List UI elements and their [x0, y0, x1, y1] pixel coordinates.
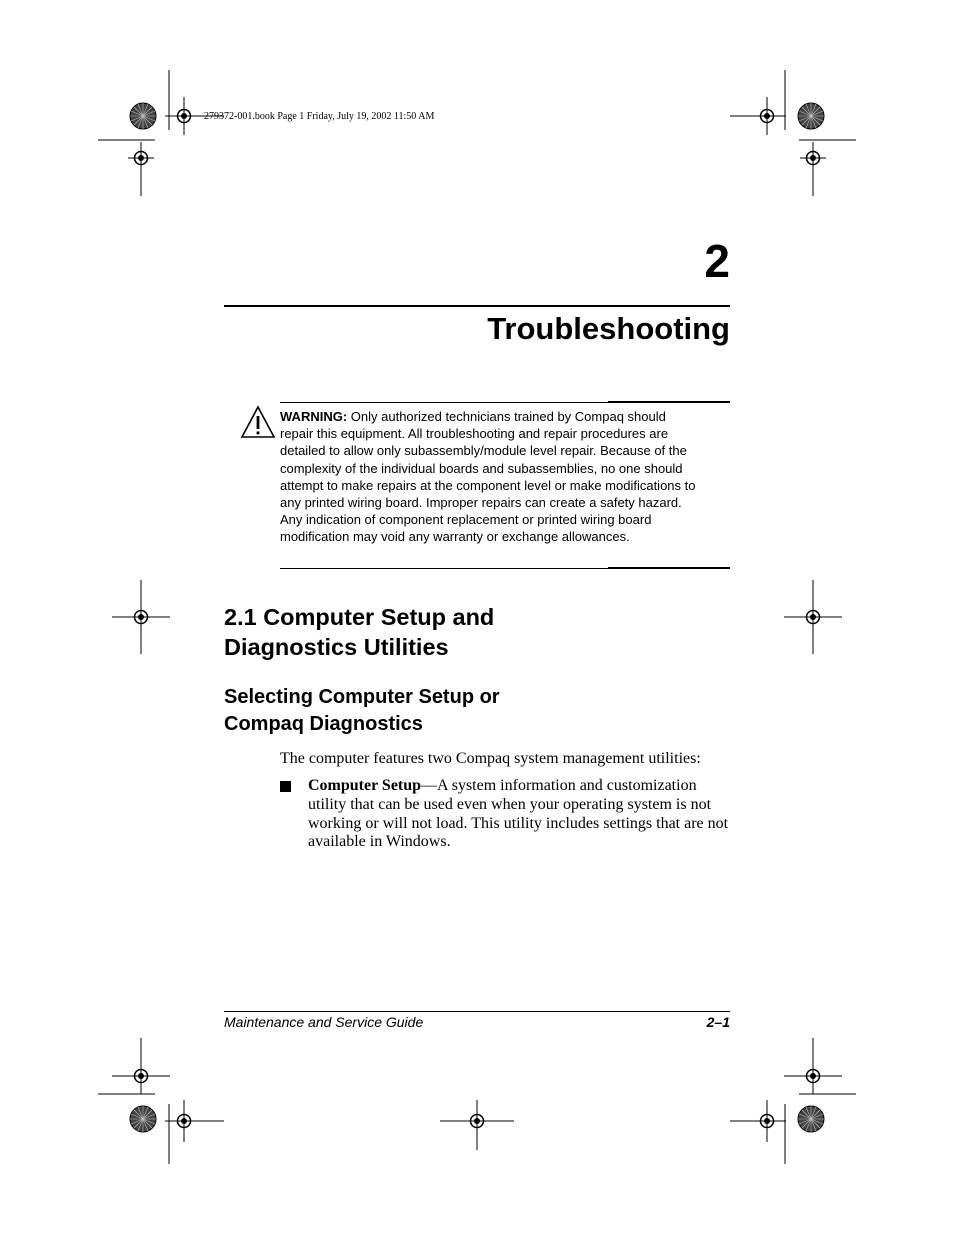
warning-label: WARNING:	[280, 409, 348, 424]
list-item	[308, 777, 732, 852]
bullet-description: —A system information and customization utility that can be used even when your operating system is not working or will not load. This utility includes settings that are not available in Windows.	[308, 777, 729, 851]
warning-paragraph	[280, 408, 698, 546]
bullet-square-icon	[280, 781, 291, 792]
warning-top-rule-accent	[608, 401, 730, 403]
warning-bottom-rule-accent	[608, 567, 730, 569]
bullet-term: Computer Setup	[308, 777, 422, 794]
section-heading: 2.1 Computer Setup and Diagnostics Utilities	[224, 604, 495, 660]
subsection-heading: Selecting Computer Setup or Compaq Diagnostics	[224, 686, 500, 735]
print-info: 279372-001.book Page 1 Friday, July 19, 2002 11:50 AM	[204, 111, 435, 122]
chapter-rule	[224, 305, 730, 307]
warning-triangle-icon	[240, 405, 276, 439]
chapter-number: 2	[704, 235, 730, 287]
intro-paragraph: The computer features two Compaq system management utilities:	[280, 750, 701, 767]
warning-text: Only authorized technicians trained by Compaq should repair this equipment. All troubleshooting and repair procedures are detailed to allow only subassembly/module level repair. Because of the complexity of the individual boards and subassemblies, no one should attempt to make repairs at the component level or make modifications to any printed wiring board. Improper repairs can create a safety hazard. Any indication of component replacement or printed wiring board modification may void any warranty or exchange allowances.	[280, 409, 696, 545]
chapter-title: Troubleshooting	[487, 311, 730, 346]
footer-title: Maintenance and Service Guide	[224, 1014, 424, 1030]
footer-rule	[224, 1011, 730, 1012]
page-number: 2–1	[706, 1014, 730, 1030]
